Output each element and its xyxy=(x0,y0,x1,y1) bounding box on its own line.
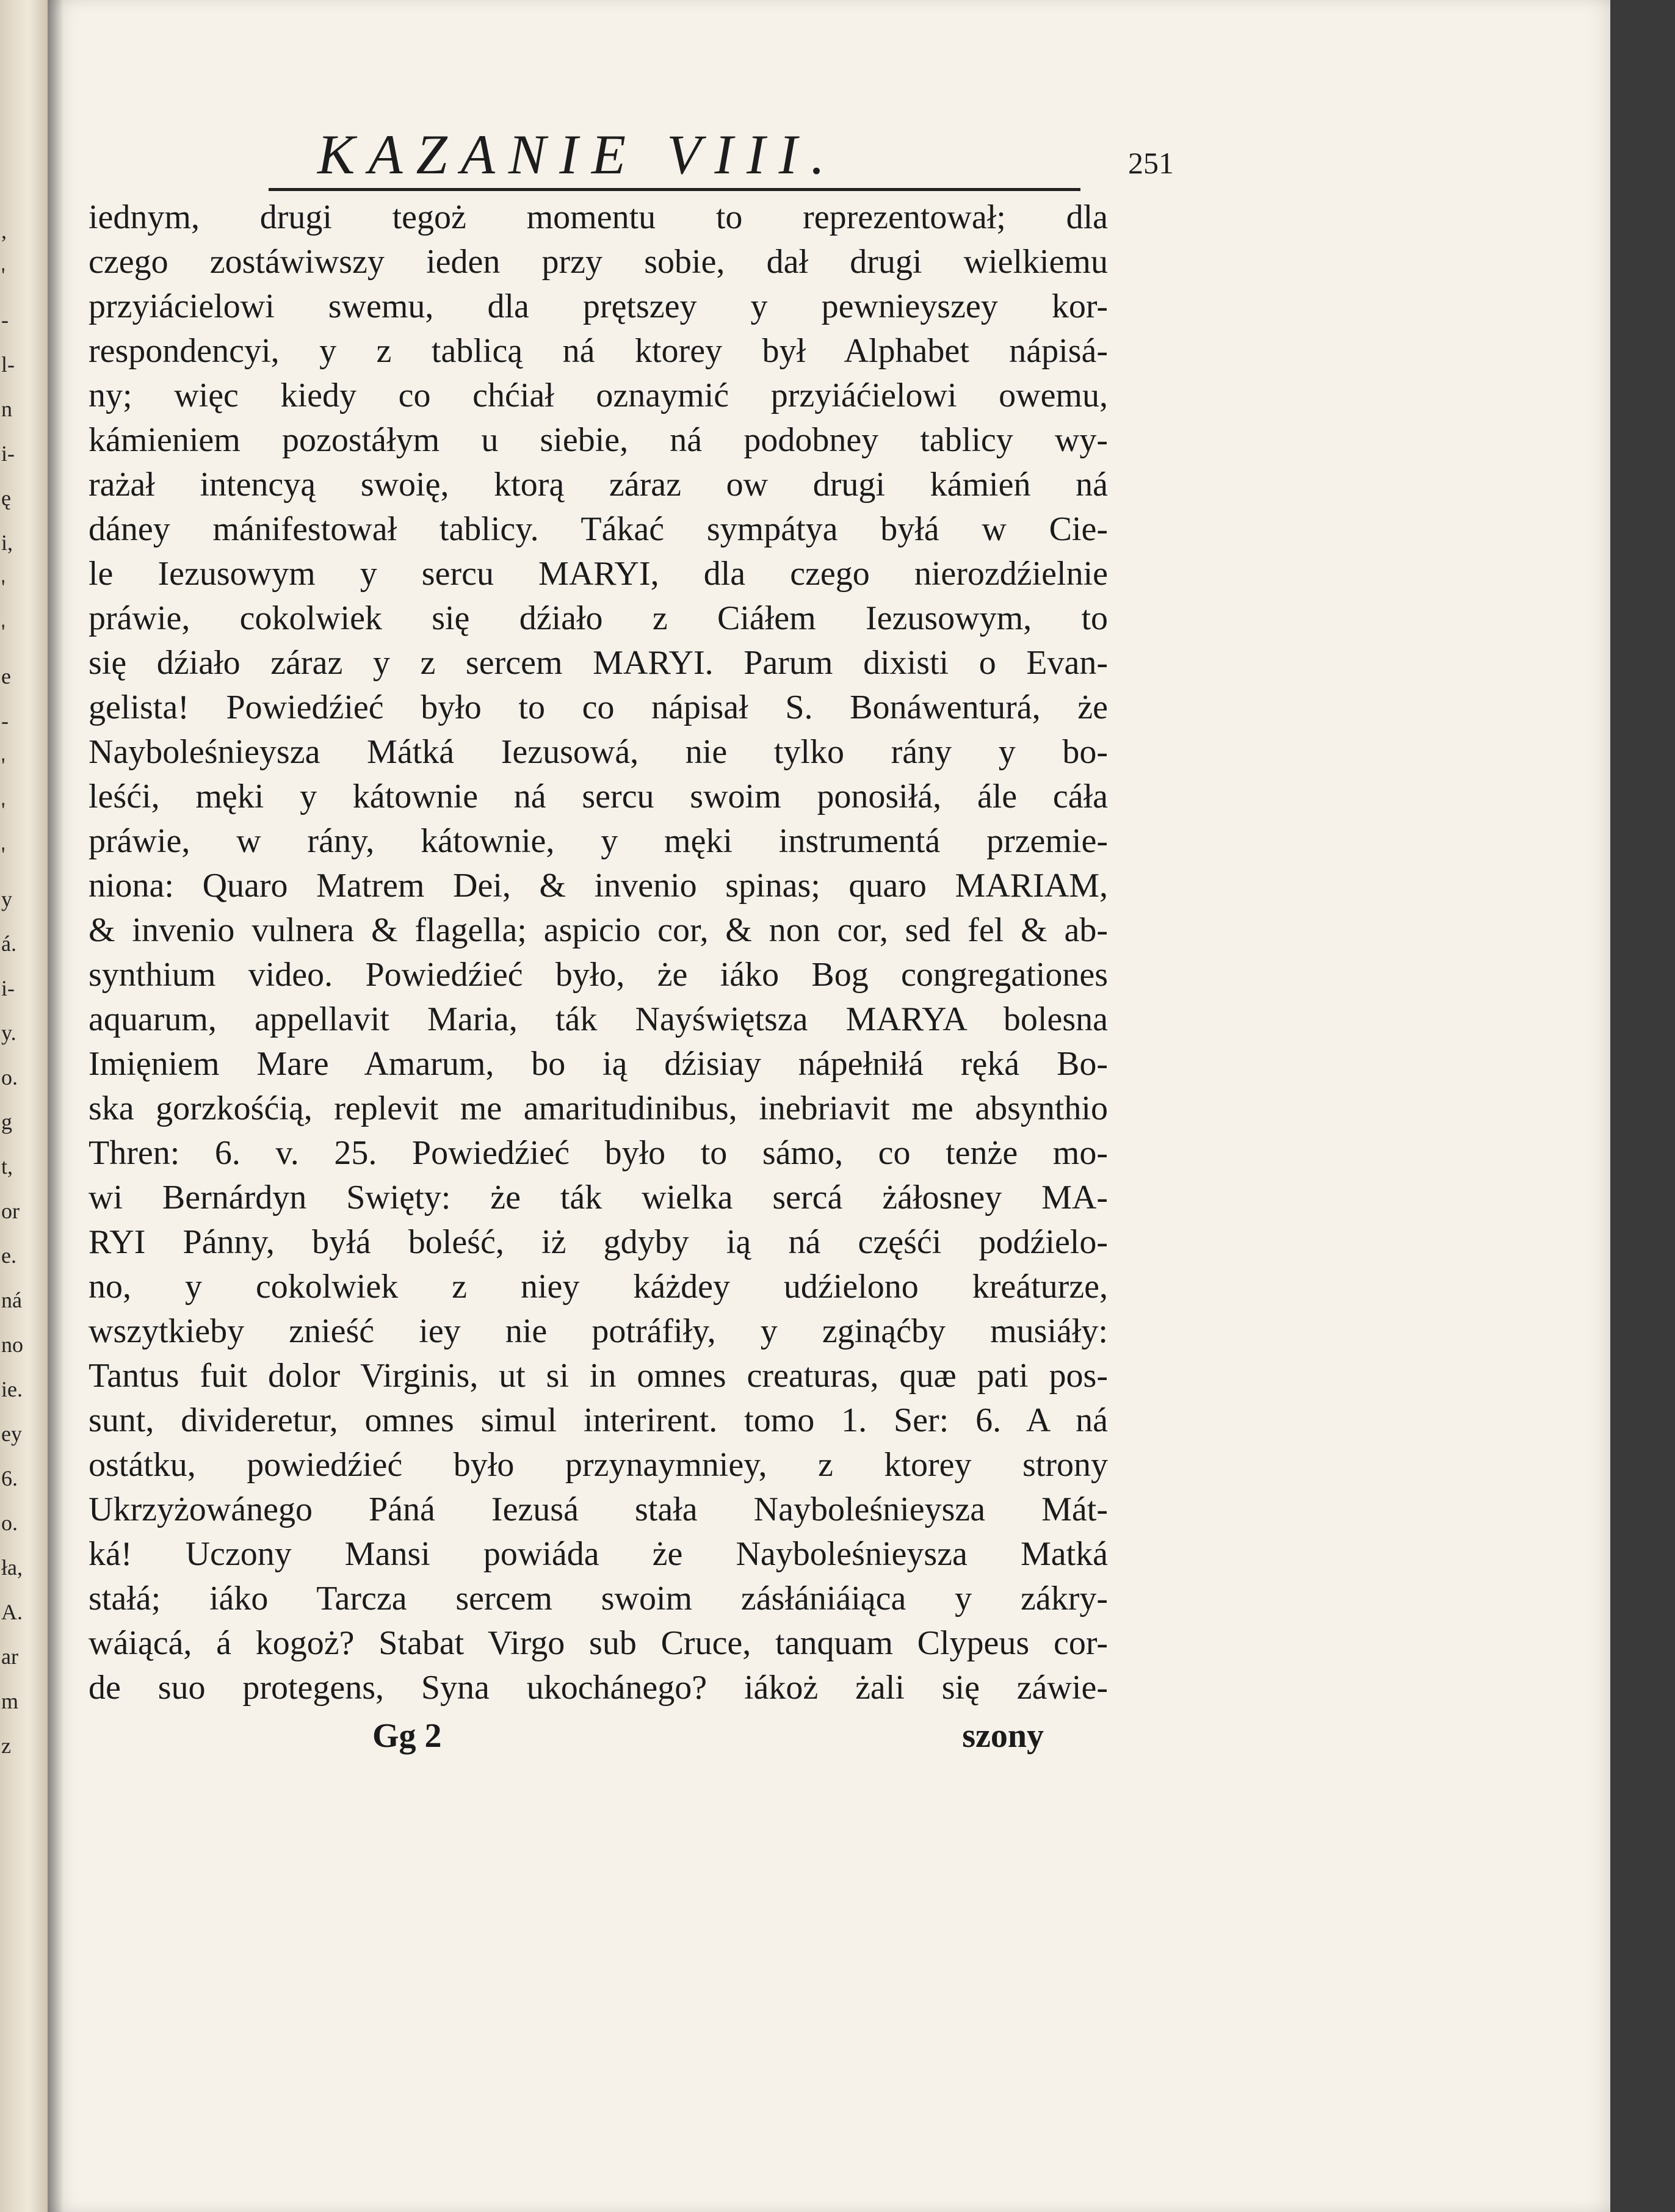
left-page-fragment: ' xyxy=(1,842,5,867)
text-line: aquarum, appellavit Maria, ták Nayświętsza MARYA bolesna xyxy=(89,1000,1108,1038)
text-line: synthium video. Powiedźieć było, że iáko Bog congregationes xyxy=(89,956,1108,994)
left-page-fragment: ar xyxy=(1,1644,18,1669)
catchword: szony xyxy=(962,1717,1044,1755)
left-page-fragment: l- xyxy=(1,352,15,377)
text-line: wi Bernárdyn Swięty: że ták wielka sercá żáłosney MA- xyxy=(89,1179,1108,1216)
left-page-fragment: i- xyxy=(1,441,15,466)
text-line: Thren: 6. v. 25. Powiedźieć było to sámo, co tenże mo- xyxy=(89,1134,1108,1172)
text-line: ska gorzkośćią, replevit me amaritudinibus, inebriavit me absynthio xyxy=(89,1090,1108,1127)
left-page-fragment: i, xyxy=(1,530,13,555)
text-line: wáiącá, á kogoż? Stabat Virgo sub Cruce, tanquam Clypeus cor- xyxy=(89,1624,1108,1662)
left-page-fragment: m xyxy=(1,1689,19,1713)
text-line: wszytkieby znieść iey nie potráfiły, y zginąćby musiáły: xyxy=(89,1312,1108,1350)
text-line: leśći, męki y kátownie ná sercu swoim ponosiłá, ále cáła xyxy=(89,778,1108,815)
text-line: Imięniem Mare Amarum, bo ią dźisiay nápełniłá ręká Bo- xyxy=(89,1045,1108,1083)
left-page-fragment: á. xyxy=(1,931,16,956)
left-page-fragment: n xyxy=(1,397,12,421)
left-page-fragment: y xyxy=(1,887,12,911)
text-line: się dźiało záraz y z sercem MARYI. Parum dixisti o Evan- xyxy=(89,644,1108,682)
left-page-fragment: - xyxy=(1,308,9,332)
left-page-fragment: t, xyxy=(1,1154,13,1179)
left-page-fragment: ' xyxy=(1,798,5,822)
left-page-fragment: e xyxy=(1,664,11,689)
left-page-fragment: ę xyxy=(1,486,11,510)
left-page-fragment: ' xyxy=(1,753,5,778)
left-page-fragment: ' xyxy=(1,263,5,287)
signature-mark: Gg 2 xyxy=(372,1717,442,1755)
left-page-fragment: - xyxy=(1,709,9,733)
text-line: Tantus fuit dolor Virginis, ut si in omnes creaturas, quæ pati pos- xyxy=(89,1357,1108,1395)
text-line: ká! Uczony Mansi powiáda że Nayboleśnieysza Matká xyxy=(89,1535,1108,1573)
text-line: rażał intencyą swoię, ktorą záraz ow drugi kámień ná xyxy=(89,466,1108,504)
text-line: Nayboleśnieysza Mátká Iezusowá, nie tylko rány y bo- xyxy=(89,733,1108,771)
left-page-fragment: ' xyxy=(1,575,5,599)
page-number: 251 xyxy=(1128,146,1174,180)
text-line: przyiácielowi swemu, dla prętszey y pewnieyszey kor- xyxy=(89,287,1108,325)
text-line: práwie, cokolwiek się dźiało z Ciáłem Iezusowym, to xyxy=(89,599,1108,637)
page-gutter xyxy=(48,0,63,2212)
text-line: sunt, divideretur, omnes simul interirent. tomo 1. Ser: 6. A ná xyxy=(89,1401,1108,1439)
left-page-fragment: ey xyxy=(1,1422,22,1446)
text-line: RYI Pánny, byłá boleść, iż gdyby ią ná częśći podźielo- xyxy=(89,1223,1108,1261)
left-page-fragment: or xyxy=(1,1199,20,1223)
body-text xyxy=(89,195,1108,1710)
left-page-fragment: , xyxy=(1,219,7,243)
left-page-fragment: A. xyxy=(1,1600,23,1624)
left-page-fragment: no xyxy=(1,1332,23,1357)
left-page-fragment: ła, xyxy=(1,1555,23,1580)
header-rule xyxy=(269,188,1080,191)
text-line: le Iezusowym y sercu MARYI, dla czego nierozdźielnie xyxy=(89,555,1108,593)
page-footer xyxy=(372,1716,1044,1765)
text-line: gelista! Powiedźieć było to co nápisał S. Bonáwenturá, że xyxy=(89,689,1108,726)
text-line: ostátku, powiedźieć było przynaymniey, z ktorey strony xyxy=(89,1446,1108,1484)
text-line: ny; więc kiedy co chćiał oznaymić przyiáćielowi owemu, xyxy=(89,377,1108,414)
text-line: no, y cokolwiek z niey káżdey udźielono kreáturze, xyxy=(89,1268,1108,1306)
text-line: stałá; iáko Tarcza sercem swoim zásłániáiąca y zákry- xyxy=(89,1580,1108,1617)
text-line: de suo protegens, Syna ukochánego? iákoż żali się záwie- xyxy=(89,1669,1108,1707)
left-page-fragment: e. xyxy=(1,1243,16,1268)
left-page-fragment: y. xyxy=(1,1021,16,1045)
left-page-fragment: ' xyxy=(1,620,5,644)
left-page-fragment: ná xyxy=(1,1288,22,1312)
text-line: & invenio vulnera & flagella; aspicio cor, & non cor, sed fel & ab- xyxy=(89,911,1108,949)
left-page-fragment: g xyxy=(1,1110,12,1134)
text-line: dáney mánifestował tablicy. Tákać sympátya byłá w Cie- xyxy=(89,510,1108,548)
text-line: kámieniem pozostáłym u siebie, ná podobney tablicy wy- xyxy=(89,421,1108,459)
text-line: respondencyi, y z tablicą ná ktorey był Alphabet nápisá- xyxy=(89,332,1108,370)
left-page-fragment: i- xyxy=(1,976,15,1000)
page-header xyxy=(269,116,1174,189)
text-line: práwie, w rány, kátownie, y męki instrumentá przemie- xyxy=(89,822,1108,860)
text-line: Ukrzyżowánego Páná Iezusá stała Nayboleśnieysza Mát- xyxy=(89,1491,1108,1528)
text-line: czego zostáwiwszy ieden przy sobie, dał drugi wielkiemu xyxy=(89,243,1108,281)
left-page-fragment: o. xyxy=(1,1511,18,1535)
text-line: iednym, drugi tegoż momentu to reprezentował; dla xyxy=(89,198,1108,236)
text-line: niona: Quaro Matrem Dei, & invenio spinas; quaro MARIAM, xyxy=(89,867,1108,905)
left-page-edge xyxy=(0,0,48,2212)
left-page-fragment: 6. xyxy=(1,1466,18,1491)
left-page-fragment: z xyxy=(1,1733,11,1758)
left-page-fragment: ie. xyxy=(1,1377,23,1401)
left-page-fragment: o. xyxy=(1,1065,18,1090)
running-title: KAZANIE VIII. xyxy=(317,123,839,186)
